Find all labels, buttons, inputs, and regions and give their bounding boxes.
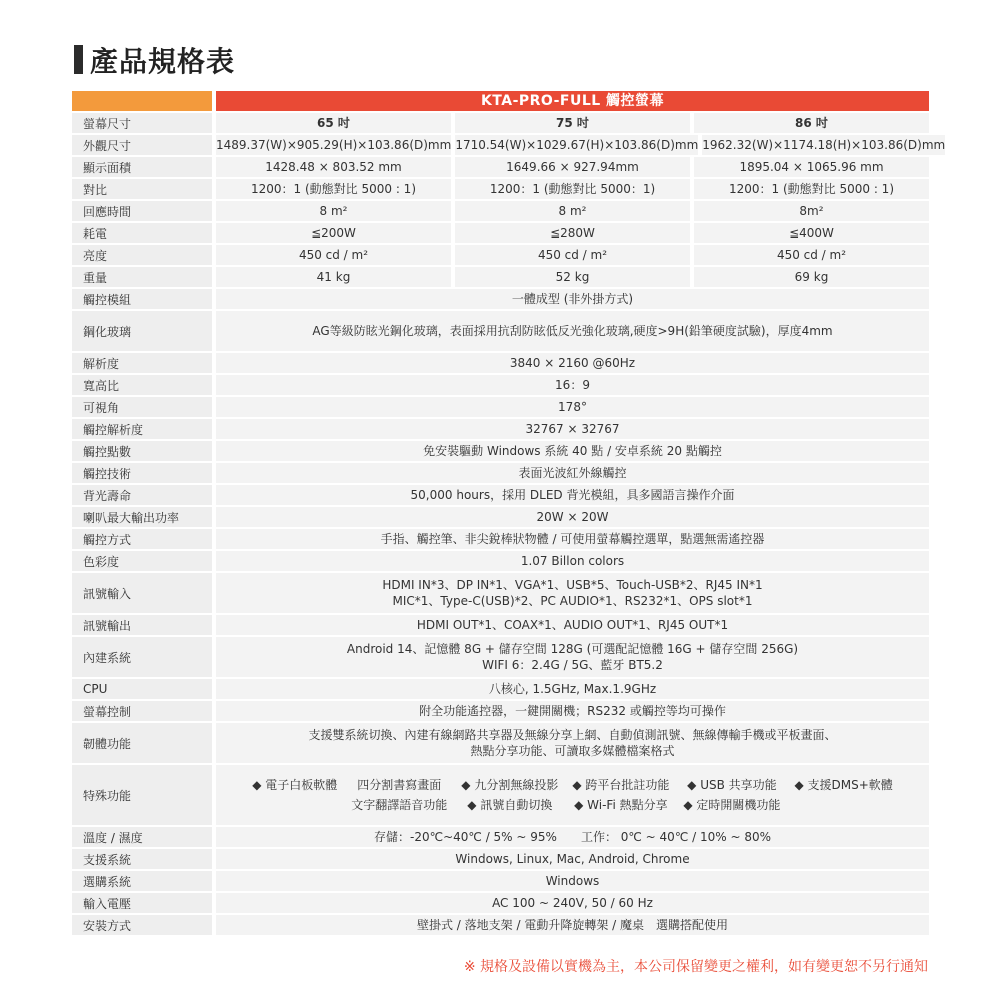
spec-value: 20W × 20W bbox=[216, 507, 929, 527]
feature-item: ◆ 跨平台批註功能 bbox=[572, 778, 670, 792]
spec-label: 觸控方式 bbox=[72, 529, 212, 549]
feature-item: ◆ Wi-Fi 熱點分享 bbox=[574, 798, 668, 812]
spec-row bbox=[72, 135, 946, 155]
spec-value: 1489.37(W)×905.29(H)×103.86(D)mm bbox=[216, 135, 451, 155]
spec-value: Windows, Linux, Mac, Android, Chrome bbox=[216, 849, 929, 869]
spec-label: 重量 bbox=[72, 267, 212, 287]
spec-row bbox=[72, 615, 929, 635]
spec-label: 安裝方式 bbox=[72, 915, 212, 935]
spec-row bbox=[72, 201, 929, 221]
spec-value: 8 m² bbox=[455, 201, 690, 221]
spec-label: 韌體功能 bbox=[72, 723, 212, 763]
spec-row bbox=[72, 311, 929, 351]
spec-row bbox=[72, 893, 929, 913]
spec-label: 特殊功能 bbox=[72, 765, 212, 825]
spec-label: 色彩度 bbox=[72, 551, 212, 571]
spec-value-line: WIFI 6：2.4G / 5G、藍牙 BT5.2 bbox=[482, 658, 663, 672]
spec-row bbox=[72, 245, 929, 265]
spec-value: 3840 × 2160 @60Hz bbox=[216, 353, 929, 373]
feature-grid-cell bbox=[216, 765, 929, 825]
spec-label: 溫度 / 濕度 bbox=[72, 827, 212, 847]
spec-row bbox=[72, 353, 929, 373]
spec-value: 65 吋 bbox=[216, 113, 451, 133]
spec-value: 存儲：-20℃~40℃ / 5% ~ 95% 工作： 0℃ ~ 40℃ / 10% ~ 80% bbox=[216, 827, 929, 847]
spec-label: 支援系統 bbox=[72, 849, 212, 869]
spec-row bbox=[72, 157, 929, 177]
page-title: 產品規格表 bbox=[90, 45, 236, 78]
spec-row bbox=[72, 113, 929, 133]
spec-label: 鋼化玻璃 bbox=[72, 311, 212, 351]
spec-row bbox=[72, 551, 929, 571]
spec-row bbox=[72, 223, 929, 243]
spec-value-line: 支援雙系統切換、內建有線網路共享器及無線分享上網、自動偵測訊號、無線傳輸手機或平板畫面、 bbox=[308, 728, 837, 742]
spec-value: 450 cd / m² bbox=[694, 245, 929, 265]
footnote: ※ 規格及設備以實機為主，本公司保留變更之權利，如有變更恕不另行通知 bbox=[463, 959, 928, 975]
spec-row bbox=[72, 573, 929, 613]
spec-label: 螢幕尺寸 bbox=[72, 113, 212, 133]
spec-value: 75 吋 bbox=[455, 113, 690, 133]
spec-value bbox=[216, 573, 929, 613]
spec-value: ≦400W bbox=[694, 223, 929, 243]
spec-label: 觸控點數 bbox=[72, 441, 212, 461]
spec-row bbox=[72, 485, 929, 505]
spec-label: 觸控解析度 bbox=[72, 419, 212, 439]
spec-row bbox=[72, 765, 929, 825]
spec-value: 1200：1 (動態對比 5000 : 1) bbox=[694, 179, 929, 199]
spec-label: 外觀尺寸 bbox=[72, 135, 212, 155]
spec-label: 背光壽命 bbox=[72, 485, 212, 505]
spec-row bbox=[72, 419, 929, 439]
spec-value: 69 kg bbox=[694, 267, 929, 287]
spec-value-line: HDMI IN*3、DP IN*1、VGA*1、USB*5、Touch-USB*2、RJ45 IN*1 bbox=[382, 578, 763, 592]
spec-row bbox=[72, 827, 929, 847]
product-header: KTA-PRO-FULL 觸控螢幕 bbox=[216, 91, 929, 111]
spec-value: 1428.48 × 803.52 mm bbox=[216, 157, 451, 177]
spec-value: 手指、觸控筆、非尖銳棒狀物體 / 可使用螢幕觸控選單，點選無需遙控器 bbox=[216, 529, 929, 549]
spec-value: 16：9 bbox=[216, 375, 929, 395]
spec-value: 1962.32(W)×1174.18(H)×103.86(D)mm bbox=[702, 135, 945, 155]
spec-value: 免安裝驅動 Windows 系統 40 點 / 安卓系統 20 點觸控 bbox=[216, 441, 929, 461]
spec-value: 附全功能遙控器，一鍵開關機；RS232 或觸控等均可操作 bbox=[216, 701, 929, 721]
spec-value-line: Android 14、記憶體 8G + 儲存空間 128G (可選配記憶體 16G + 儲存空間 256G) bbox=[346, 642, 799, 656]
spec-label: 耗電 bbox=[72, 223, 212, 243]
spec-row bbox=[72, 529, 929, 549]
spec-value: 86 吋 bbox=[694, 113, 929, 133]
spec-label: 觸控模組 bbox=[72, 289, 212, 309]
spec-value: 41 kg bbox=[216, 267, 451, 287]
feature-item: ◆ USB 共享功能 bbox=[687, 778, 777, 792]
spec-row bbox=[72, 507, 929, 527]
spec-value: Windows bbox=[216, 871, 929, 891]
spec-label: 輸入電壓 bbox=[72, 893, 212, 913]
feature-item: ◆ 電子白板軟體 bbox=[252, 778, 338, 792]
spec-label: 寬高比 bbox=[72, 375, 212, 395]
spec-row bbox=[72, 397, 929, 417]
feature-item: ◆ 支援DMS+軟體 bbox=[794, 778, 893, 792]
feature-item: ◆ 定時開關機功能 bbox=[683, 798, 781, 812]
spec-value: ≦280W bbox=[455, 223, 690, 243]
spec-value: 32767 × 32767 bbox=[216, 419, 929, 439]
spec-label: 對比 bbox=[72, 179, 212, 199]
feature-item: 文字翻譯語音功能 bbox=[351, 798, 448, 812]
spec-row bbox=[72, 441, 929, 461]
spec-label: 喇叭最大輸出功率 bbox=[72, 507, 212, 527]
spec-row bbox=[72, 723, 929, 763]
spec-label: 訊號輸出 bbox=[72, 615, 212, 635]
spec-label: 內建系統 bbox=[72, 637, 212, 677]
spec-label: 選購系統 bbox=[72, 871, 212, 891]
spec-label: 螢幕控制 bbox=[72, 701, 212, 721]
feature-item bbox=[252, 797, 337, 813]
title-accent-bar bbox=[74, 45, 83, 74]
header-label-cell bbox=[72, 91, 212, 111]
spec-row bbox=[72, 915, 929, 935]
spec-value: 50,000 hours，採用 DLED 背光模組，具多國語言操作介面 bbox=[216, 485, 929, 505]
spec-value-line: 熱點分享功能、可讀取多媒體檔案格式 bbox=[470, 744, 675, 758]
spec-value: 8 m² bbox=[216, 201, 451, 221]
spec-value: 1.07 Billon colors bbox=[216, 551, 929, 571]
spec-row bbox=[72, 679, 929, 699]
spec-row bbox=[72, 289, 929, 309]
spec-row bbox=[72, 871, 929, 891]
spec-value: 壁掛式 / 落地支架 / 電動升降旋轉架 / 魔桌 選購搭配使用 bbox=[216, 915, 929, 935]
spec-row bbox=[72, 701, 929, 721]
spec-label: 解析度 bbox=[72, 353, 212, 373]
spec-row bbox=[72, 179, 929, 199]
spec-row bbox=[72, 849, 929, 869]
spec-row bbox=[72, 375, 929, 395]
feature-item bbox=[794, 797, 892, 813]
spec-value: 450 cd / m² bbox=[216, 245, 451, 265]
spec-value: HDMI OUT*1、COAX*1、AUDIO OUT*1、RJ45 OUT*1 bbox=[216, 615, 929, 635]
table-header-row bbox=[72, 91, 929, 111]
spec-label: 觸控技術 bbox=[72, 463, 212, 483]
spec-value-line: MIC*1、Type-C(USB)*2、PC AUDIO*1、RS232*1、OPS slot*1 bbox=[392, 594, 753, 608]
spec-value bbox=[216, 723, 929, 763]
spec-row bbox=[72, 463, 929, 483]
spec-value: 1649.66 × 927.94mm bbox=[455, 157, 690, 177]
spec-value bbox=[216, 637, 929, 677]
spec-value: ≦200W bbox=[216, 223, 451, 243]
spec-value: 一體成型 (非外掛方式) bbox=[216, 289, 929, 309]
spec-label: CPU bbox=[72, 679, 212, 699]
feature-item: ◆ 九分割無線投影 bbox=[461, 778, 559, 792]
spec-label: 顯示面積 bbox=[72, 157, 212, 177]
spec-row bbox=[72, 267, 929, 287]
spec-value: 8m² bbox=[694, 201, 929, 221]
spec-value: 1200：1 (動態對比 5000：1) bbox=[455, 179, 690, 199]
spec-label: 回應時間 bbox=[72, 201, 212, 221]
spec-value: 52 kg bbox=[455, 267, 690, 287]
spec-value: AC 100 ~ 240V, 50 / 60 Hz bbox=[216, 893, 929, 913]
spec-value: 450 cd / m² bbox=[455, 245, 690, 265]
feature-item: ◆ 訊號自動切換 bbox=[467, 798, 553, 812]
spec-label: 訊號輸入 bbox=[72, 573, 212, 613]
spec-label: 亮度 bbox=[72, 245, 212, 265]
spec-value: AG等級防眩光鋼化玻璃，表面採用抗刮防眩低反光強化玻璃,硬度>9H(鉛筆硬度試驗)，厚度4mm bbox=[216, 311, 929, 351]
spec-value: 1200：1 (動態對比 5000 : 1) bbox=[216, 179, 451, 199]
spec-value: 1710.54(W)×1029.67(H)×103.86(D)mm bbox=[455, 135, 698, 155]
spec-label: 可視角 bbox=[72, 397, 212, 417]
spec-value: 表面光波紅外線觸控 bbox=[216, 463, 929, 483]
spec-value: 1895.04 × 1065.96 mm bbox=[694, 157, 929, 177]
spec-row bbox=[72, 637, 929, 677]
feature-item: 四分割書寫畫面 bbox=[357, 778, 442, 792]
spec-value: 178° bbox=[216, 397, 929, 417]
spec-value: 八核心, 1.5GHz, Max.1.9GHz bbox=[216, 679, 929, 699]
spec-table bbox=[72, 91, 946, 937]
